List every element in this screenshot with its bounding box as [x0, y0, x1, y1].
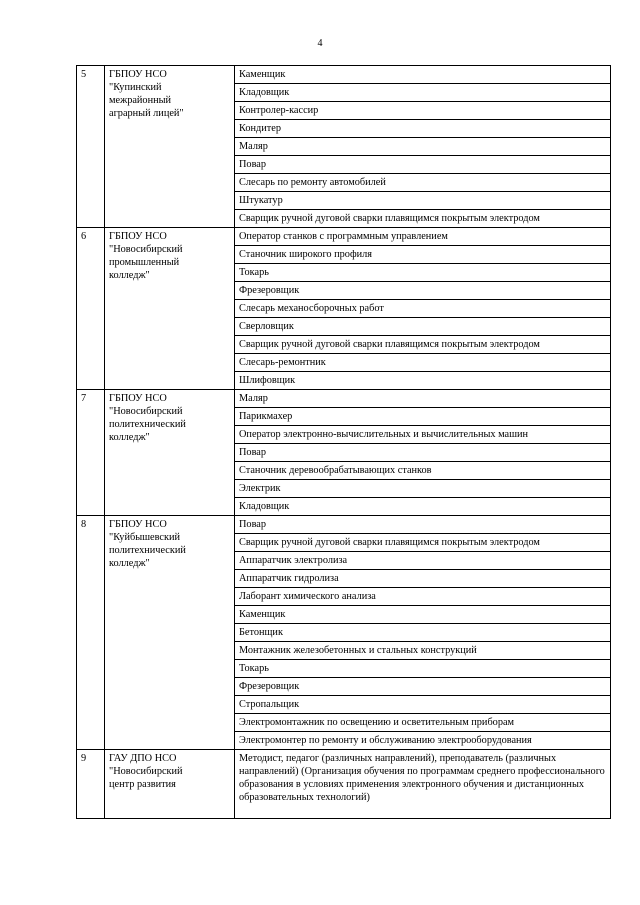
- profession-cell: Электромонтер по ремонту и обслуживанию электрооборудования: [235, 732, 611, 750]
- profession-cell: Шлифовщик: [235, 372, 611, 390]
- organization-name-line: колледж": [109, 432, 150, 443]
- profession-cell: Сварщик ручной дуговой сварки плавящимся покрытым электродом: [235, 210, 611, 228]
- profession-cell: Повар: [235, 444, 611, 462]
- table-row: [77, 66, 611, 84]
- profession-cell: Парикмахер: [235, 408, 611, 426]
- organization-name-line: промышленный: [109, 257, 180, 268]
- organization-cell: [105, 66, 235, 228]
- profession-cell: Слесарь механосборочных работ: [235, 300, 611, 318]
- organization-name-line: ГБПОУ НСО: [109, 231, 167, 242]
- profession-cell: Аппаратчик гидролиза: [235, 570, 611, 588]
- table-row: [77, 390, 611, 408]
- row-number: 7: [77, 390, 105, 516]
- organization-cell: [105, 750, 235, 819]
- table-row: [77, 516, 611, 534]
- profession-cell: Слесарь-ремонтник: [235, 354, 611, 372]
- table-row: [77, 750, 611, 819]
- organization-name-line: центр развития: [109, 779, 176, 790]
- profession-cell: Повар: [235, 516, 611, 534]
- profession-cell: Электрик: [235, 480, 611, 498]
- profession-cell: Кладовщик: [235, 84, 611, 102]
- profession-cell: Маляр: [235, 390, 611, 408]
- profession-cell: Бетонщик: [235, 624, 611, 642]
- profession-cell: Каменщик: [235, 66, 611, 84]
- organization-cell: [105, 228, 235, 390]
- profession-cell: Сварщик ручной дуговой сварки плавящимся покрытым электродом: [235, 336, 611, 354]
- row-number: 8: [77, 516, 105, 750]
- organization-name-line: аграрный лицей": [109, 108, 184, 119]
- profession-cell: Слесарь по ремонту автомобилей: [235, 174, 611, 192]
- profession-cell: Методист, педагог (различных направлений), преподаватель (различных направлений) (Организация обучения по программам среднего профессионального образования в условиях применения электронного обучения и дистанционных образовательных технологий): [235, 750, 611, 819]
- organizations-table: [76, 65, 611, 819]
- organization-name-line: "Новосибирский: [109, 406, 183, 417]
- profession-cell: Монтажник железобетонных и стальных конструкций: [235, 642, 611, 660]
- organization-name-line: колледж": [109, 558, 150, 569]
- organization-name-line: ГБПОУ НСО: [109, 393, 167, 404]
- profession-cell: Токарь: [235, 264, 611, 282]
- organization-cell: [105, 390, 235, 516]
- organization-cell: [105, 516, 235, 750]
- profession-cell: Повар: [235, 156, 611, 174]
- row-number: 6: [77, 228, 105, 390]
- organization-name-line: "Новосибирский: [109, 244, 183, 255]
- profession-cell: Оператор электронно-вычислительных и вычислительных машин: [235, 426, 611, 444]
- organization-name-line: ГАУ ДПО НСО: [109, 753, 177, 764]
- profession-cell: Сверловщик: [235, 318, 611, 336]
- organization-name-line: политехнический: [109, 545, 186, 556]
- organization-name-line: ГБПОУ НСО: [109, 69, 167, 80]
- profession-cell: Токарь: [235, 660, 611, 678]
- profession-cell: Электромонтажник по освещению и осветительным приборам: [235, 714, 611, 732]
- profession-cell: Кладовщик: [235, 498, 611, 516]
- organization-name-line: "Куйбышевский: [109, 532, 181, 543]
- page-number: 4: [317, 38, 323, 49]
- organization-name-line: колледж": [109, 270, 150, 281]
- profession-cell: Станочник широкого профиля: [235, 246, 611, 264]
- organization-name-line: "Купинский: [109, 82, 162, 93]
- profession-cell: Оператор станков с программным управлением: [235, 228, 611, 246]
- table-row: [77, 228, 611, 246]
- profession-cell: Маляр: [235, 138, 611, 156]
- profession-cell: Стропальщик: [235, 696, 611, 714]
- profession-cell: Каменщик: [235, 606, 611, 624]
- row-number: 9: [77, 750, 105, 819]
- profession-cell: Фрезеровщик: [235, 282, 611, 300]
- organization-name-line: политехнический: [109, 419, 186, 430]
- profession-cell: Контролер-кассир: [235, 102, 611, 120]
- table-body: [77, 66, 611, 819]
- organization-name-line: ГБПОУ НСО: [109, 519, 167, 530]
- profession-cell: Аппаратчик электролиза: [235, 552, 611, 570]
- profession-cell: Лаборант химического анализа: [235, 588, 611, 606]
- profession-cell: Сварщик ручной дуговой сварки плавящимся покрытым электродом: [235, 534, 611, 552]
- profession-cell: Фрезеровщик: [235, 678, 611, 696]
- profession-cell: Штукатур: [235, 192, 611, 210]
- organization-name-line: "Новосибирский: [109, 766, 183, 777]
- row-number: 5: [77, 66, 105, 228]
- profession-cell: Станочник деревообрабатывающих станков: [235, 462, 611, 480]
- organization-name-line: межрайонный: [109, 95, 172, 106]
- profession-cell: Кондитер: [235, 120, 611, 138]
